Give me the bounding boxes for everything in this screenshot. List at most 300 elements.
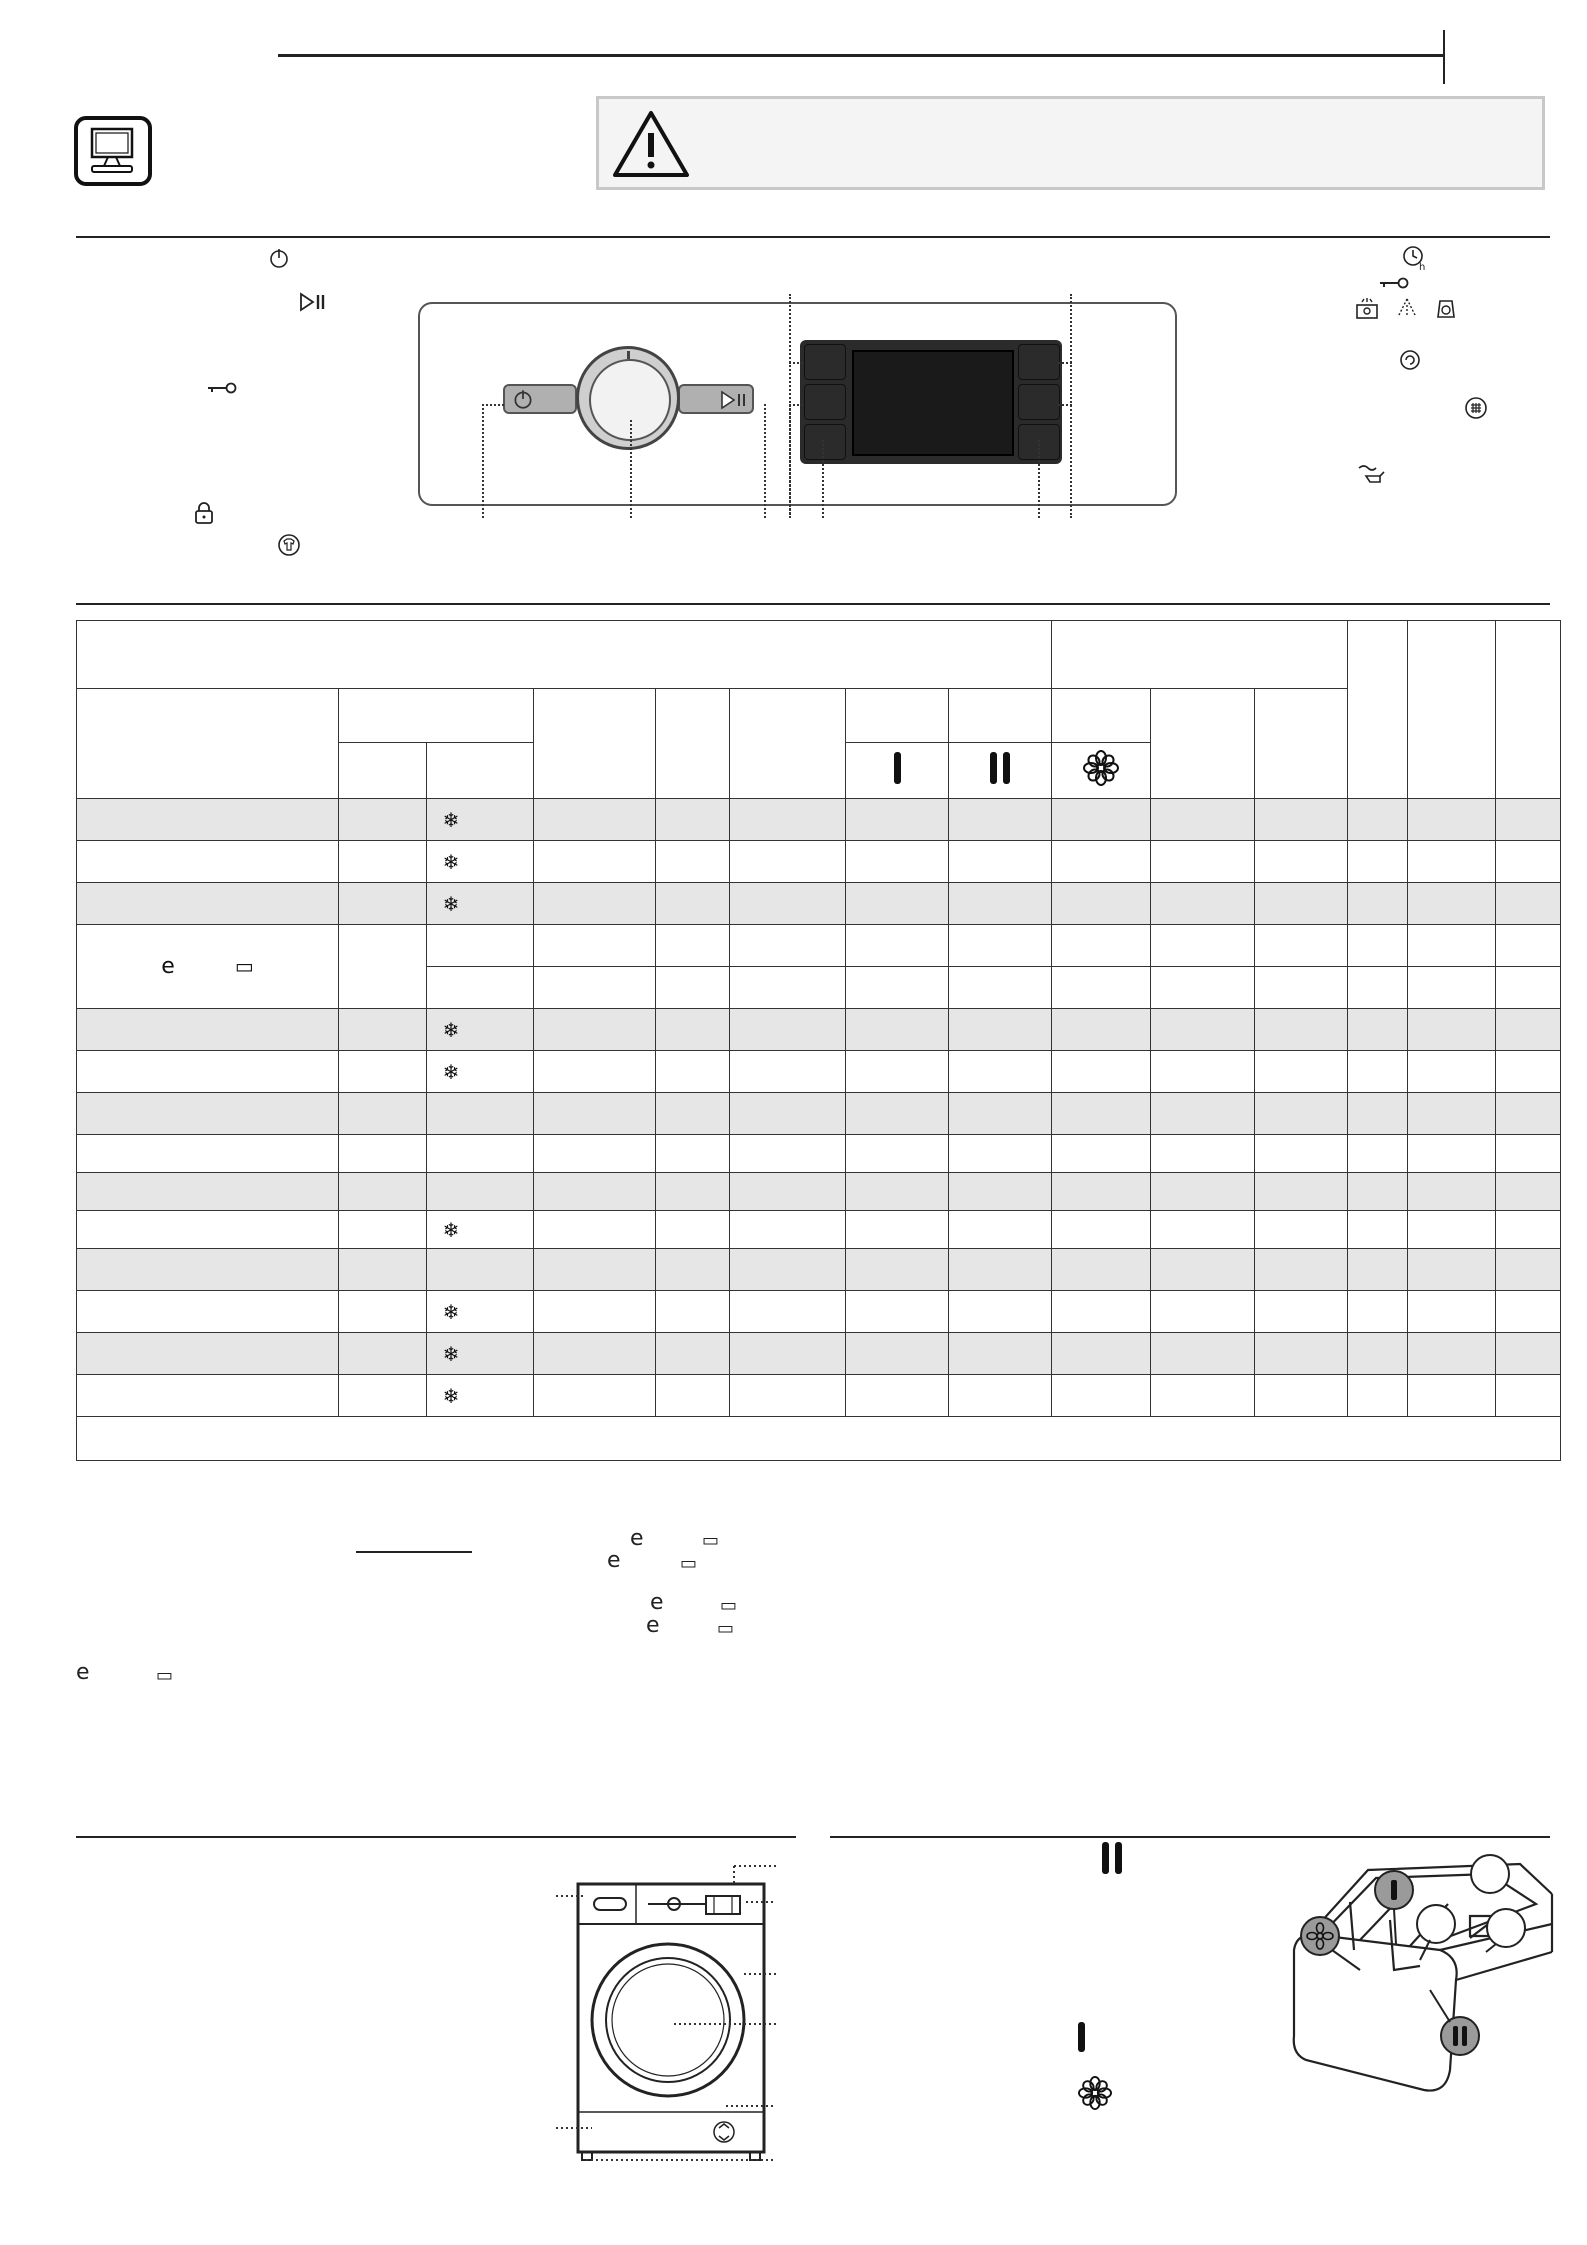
table-cell — [949, 1249, 1052, 1291]
table-cell — [77, 1009, 339, 1051]
header-tick — [1443, 30, 1445, 84]
table-cell — [1151, 1009, 1255, 1051]
table-row — [77, 1051, 1561, 1093]
table-cell — [1052, 1375, 1151, 1417]
table-cell — [77, 1211, 339, 1249]
start-pause-icon — [298, 291, 328, 313]
table-cell — [656, 1135, 730, 1173]
table-cell — [77, 1051, 339, 1093]
table-cell — [846, 1249, 949, 1291]
table-cell — [846, 1093, 949, 1135]
table-cell — [339, 841, 427, 883]
table-cell — [846, 1135, 949, 1173]
compartment-I-icon — [846, 743, 949, 799]
table-cell — [534, 967, 656, 1009]
key-icon-right — [1378, 275, 1410, 291]
table-cell — [1496, 1093, 1561, 1135]
table-cell — [534, 1051, 656, 1093]
table-cell — [1052, 1249, 1151, 1291]
table-cell — [949, 1333, 1052, 1375]
header-cell — [1348, 621, 1408, 799]
table-cell — [846, 883, 949, 925]
table-cell — [846, 925, 949, 967]
lock-icon — [194, 502, 214, 524]
header-cell — [1255, 689, 1348, 799]
table-cell — [427, 1009, 534, 1051]
tag-icon: ▭ — [156, 1665, 174, 1686]
shirt-care-icon — [276, 532, 302, 558]
table-cell — [1151, 967, 1255, 1009]
table-row — [77, 1093, 1561, 1135]
table-cell — [1348, 1211, 1408, 1249]
table-cell — [1408, 841, 1496, 883]
table-cell — [1255, 925, 1348, 967]
table-cell — [427, 883, 534, 925]
warning-box — [596, 96, 1545, 190]
e-symbol: e — [161, 954, 175, 979]
table-cell — [534, 1173, 656, 1211]
warning-triangle-icon — [611, 109, 691, 179]
header-cell — [1151, 689, 1255, 799]
table-cell — [1408, 1375, 1496, 1417]
header-cell — [534, 689, 656, 799]
table-cell — [1348, 1333, 1408, 1375]
leader-line — [789, 404, 791, 518]
table-cell — [1151, 1093, 1255, 1135]
table-cell — [1348, 967, 1408, 1009]
header-cell — [1496, 621, 1561, 799]
table-cell — [846, 1173, 949, 1211]
header-cell — [77, 621, 1052, 689]
table-cell — [846, 1051, 949, 1093]
table-cell — [1151, 1211, 1255, 1249]
table-cell — [1496, 1291, 1561, 1333]
table-row — [77, 841, 1561, 883]
table-cell — [339, 1375, 427, 1417]
table-cell — [1348, 883, 1408, 925]
display-button-left-1[interactable] — [804, 344, 846, 380]
display-panel — [800, 340, 1062, 464]
table-cell — [339, 1211, 427, 1249]
header-cell — [656, 689, 730, 799]
leader-line — [789, 404, 803, 406]
table-cell — [1408, 1249, 1496, 1291]
table-cell — [339, 799, 427, 841]
table-cell — [427, 1375, 534, 1417]
rinse-icon — [1356, 462, 1388, 488]
e-symbol: e — [646, 1613, 660, 1638]
table-cell — [1348, 1249, 1408, 1291]
table-cell — [1408, 1173, 1496, 1211]
table-cell — [77, 1333, 339, 1375]
table-cell — [1151, 1051, 1255, 1093]
header-cell — [1052, 621, 1348, 689]
table-cell — [427, 1093, 534, 1135]
table-cell — [730, 1249, 846, 1291]
flower-icon — [1052, 743, 1151, 799]
program-dial[interactable] — [576, 346, 680, 450]
dryer-icon — [1434, 297, 1458, 321]
table-cell — [1496, 1135, 1561, 1173]
table-row — [77, 883, 1561, 925]
start-pause-button[interactable] — [678, 384, 754, 414]
leader-line — [482, 404, 484, 518]
table-cell — [949, 883, 1052, 925]
table-cell — [534, 1249, 656, 1291]
table-cell — [1348, 1291, 1408, 1333]
table-cell — [846, 967, 949, 1009]
table-cell — [846, 799, 949, 841]
table-cell — [1408, 1211, 1496, 1249]
table-cell — [1496, 1173, 1561, 1211]
table-cell — [427, 1135, 534, 1173]
section-rule-1 — [76, 236, 1550, 238]
leader-line — [630, 420, 632, 518]
table-cell — [1255, 1093, 1348, 1135]
table-cell — [656, 1291, 730, 1333]
table-cell — [534, 1093, 656, 1135]
table-cell — [1255, 841, 1348, 883]
table-cell — [656, 883, 730, 925]
header-cell — [1408, 621, 1496, 799]
table-cell — [1496, 1333, 1561, 1375]
table-cell — [427, 841, 534, 883]
leader-line — [764, 404, 766, 518]
table-cell — [1496, 883, 1561, 925]
table-cell — [1151, 1291, 1255, 1333]
leader-line — [1038, 440, 1040, 518]
table-cell — [1408, 799, 1496, 841]
table-cell — [730, 967, 846, 1009]
table-footer-row — [77, 1417, 1561, 1461]
table-cell — [730, 1135, 846, 1173]
table-cell — [656, 1173, 730, 1211]
tag-icon: ▭ — [680, 1553, 698, 1574]
e-symbol: e — [607, 1548, 621, 1573]
snowflake-icon: ❄ — [442, 1383, 460, 1408]
table-row — [77, 1249, 1561, 1291]
table-cell — [1496, 841, 1561, 883]
table-row — [77, 1375, 1561, 1417]
table-cell — [427, 799, 534, 841]
snowflake-icon: ❄ — [442, 1059, 460, 1084]
table-cell — [1255, 967, 1348, 1009]
table-cell — [427, 1173, 534, 1211]
table-cell — [1052, 1333, 1151, 1375]
display-screen — [852, 350, 1014, 456]
table-cell — [1496, 1249, 1561, 1291]
table-cell — [730, 1093, 846, 1135]
e-symbol: e — [650, 1590, 664, 1615]
table-cell — [846, 1333, 949, 1375]
compartment-I-icon — [1078, 2022, 1085, 2057]
stain-icon — [1354, 297, 1380, 321]
table-row — [77, 1211, 1561, 1249]
table-cell — [534, 841, 656, 883]
table-cell — [1348, 1093, 1408, 1135]
detergent-drawer-diagram — [1290, 1840, 1556, 2100]
table-cell — [730, 1333, 846, 1375]
table-cell — [1052, 1211, 1151, 1249]
table-cell — [656, 925, 730, 967]
table-cell — [427, 1333, 534, 1375]
leader-line — [789, 362, 803, 364]
table-cell — [730, 841, 846, 883]
table-cell — [77, 1291, 339, 1333]
header-cell — [427, 743, 534, 799]
section-rule-4 — [830, 1836, 1550, 1838]
table-cell — [1255, 1051, 1348, 1093]
table-row — [77, 925, 1561, 967]
table-cell — [427, 967, 534, 1009]
table-cell — [949, 1173, 1052, 1211]
table-cell — [1052, 925, 1151, 967]
leader-line — [1058, 404, 1072, 406]
table-cell — [1496, 1375, 1561, 1417]
table-cell — [1408, 967, 1496, 1009]
table-cell — [730, 1211, 846, 1249]
table-cell — [1408, 1009, 1496, 1051]
tag-icon: ▭ — [717, 1618, 735, 1639]
table-cell — [339, 1291, 427, 1333]
table-cell — [1348, 1375, 1408, 1417]
table-cell — [949, 1009, 1052, 1051]
table-cell — [534, 883, 656, 925]
table-row — [77, 1135, 1561, 1173]
table-cell — [656, 967, 730, 1009]
table-cell — [949, 1051, 1052, 1093]
table-cell — [1496, 967, 1561, 1009]
header-cell — [730, 689, 846, 799]
table-cell — [1348, 1173, 1408, 1211]
table-cell — [77, 1093, 339, 1135]
table-cell — [730, 1009, 846, 1051]
table-cell — [730, 883, 846, 925]
table-cell — [339, 1173, 427, 1211]
table-cell — [656, 1333, 730, 1375]
snowflake-icon: ❄ — [442, 807, 460, 832]
table-cell — [339, 1135, 427, 1173]
table-cell — [339, 1093, 427, 1135]
table-cell — [730, 1375, 846, 1417]
table-cell — [534, 925, 656, 967]
grid-icon — [1464, 396, 1488, 420]
table-cell — [534, 1291, 656, 1333]
table-cell — [1348, 799, 1408, 841]
table-cell — [1151, 1249, 1255, 1291]
table-cell — [1052, 1135, 1151, 1173]
table-cell — [77, 1135, 339, 1173]
tag-icon: ▭ — [702, 1530, 720, 1551]
table-cell — [1255, 1173, 1348, 1211]
table-cell — [427, 1211, 534, 1249]
compartment-II-icon — [1098, 1842, 1126, 1877]
table-cell — [656, 1211, 730, 1249]
header-rule — [278, 54, 1444, 57]
table-cell — [1255, 1375, 1348, 1417]
table-cell — [1052, 1291, 1151, 1333]
table-cell — [730, 1173, 846, 1211]
header-cell — [339, 689, 534, 743]
table-cell — [656, 799, 730, 841]
table-cell — [339, 1051, 427, 1093]
snowflake-icon: ❄ — [442, 849, 460, 874]
table-cell — [730, 1051, 846, 1093]
table-cell — [339, 1333, 427, 1375]
table-cell — [949, 1135, 1052, 1173]
table-cell — [1255, 883, 1348, 925]
table-cell — [1408, 1093, 1496, 1135]
table-cell — [1151, 799, 1255, 841]
table-cell — [77, 799, 339, 841]
table-cell — [1496, 799, 1561, 841]
table-cell — [534, 799, 656, 841]
snowflake-icon: ❄ — [442, 1217, 460, 1242]
table-cell — [846, 1291, 949, 1333]
table-row — [77, 1173, 1561, 1211]
steam-icon — [1394, 297, 1420, 321]
table-cell — [427, 925, 534, 967]
table-cell — [1255, 1333, 1348, 1375]
table-cell — [1255, 1211, 1348, 1249]
table-cell — [1496, 925, 1561, 967]
leader-line — [822, 440, 824, 518]
table-cell — [846, 1009, 949, 1051]
table-cell — [1496, 1051, 1561, 1093]
display-button-right-2[interactable] — [1018, 384, 1060, 420]
table-cell — [1151, 841, 1255, 883]
e-symbol: e — [76, 1660, 90, 1685]
table-cell — [1052, 799, 1151, 841]
table-cell — [1052, 1173, 1151, 1211]
table-cell — [1052, 1009, 1151, 1051]
display-button-left-2[interactable] — [804, 384, 846, 420]
monitor-icon — [74, 116, 152, 186]
table-cell — [1151, 883, 1255, 925]
table-cell — [534, 1211, 656, 1249]
eco-label-cell — [77, 925, 339, 1009]
washing-machine-diagram — [556, 1860, 776, 2180]
table-cell — [846, 841, 949, 883]
table-row — [77, 1009, 1561, 1051]
table-cell — [77, 1249, 339, 1291]
table-cell — [534, 1375, 656, 1417]
table-cell — [656, 1009, 730, 1051]
table-cell — [1408, 1051, 1496, 1093]
table-cell — [77, 1375, 339, 1417]
table-row — [77, 799, 1561, 841]
table-cell — [1255, 1135, 1348, 1173]
table-cell — [427, 1291, 534, 1333]
table-cell — [1348, 1051, 1408, 1093]
display-button-right-1[interactable] — [1018, 344, 1060, 380]
table-cell — [1348, 1135, 1408, 1173]
table-cell — [1255, 1249, 1348, 1291]
delay-timer-icon — [1402, 245, 1428, 271]
table-cell — [339, 1249, 427, 1291]
table-cell — [339, 925, 427, 1009]
table-cell — [1052, 841, 1151, 883]
leader-line — [1058, 362, 1072, 364]
table-footer-cell — [77, 1417, 1561, 1461]
table-cell — [1255, 799, 1348, 841]
table-cell — [77, 1173, 339, 1211]
table-cell — [730, 925, 846, 967]
section-rule-3 — [76, 1836, 796, 1838]
power-icon — [268, 247, 290, 269]
header-cell — [846, 689, 949, 743]
table-cell — [846, 1211, 949, 1249]
table-cell — [1255, 1009, 1348, 1051]
table-cell — [1408, 1291, 1496, 1333]
table-cell — [77, 883, 339, 925]
table-cell — [1151, 925, 1255, 967]
table-cell — [339, 1009, 427, 1051]
header-cell — [339, 743, 427, 799]
svg-text:h: h — [1419, 262, 1426, 271]
table-cell — [1052, 1051, 1151, 1093]
display-button-left-3[interactable] — [804, 424, 846, 460]
leader-line — [482, 404, 504, 406]
table-header-row — [77, 689, 1561, 743]
table-cell — [656, 1093, 730, 1135]
tag-icon: ▭ — [234, 954, 254, 978]
table-cell — [1052, 1093, 1151, 1135]
table-header-row — [77, 621, 1561, 689]
table-cell — [534, 1333, 656, 1375]
table-cell — [846, 1375, 949, 1417]
table-cell — [1151, 1135, 1255, 1173]
snowflake-icon: ❄ — [442, 1341, 460, 1366]
table-cell — [656, 841, 730, 883]
table-cell — [427, 1051, 534, 1093]
table-cell — [949, 841, 1052, 883]
power-button[interactable] — [503, 384, 577, 414]
section-rule-2 — [76, 603, 1550, 605]
programme-table — [76, 620, 1561, 1461]
table-cell — [949, 1211, 1052, 1249]
header-cell — [77, 689, 339, 799]
header-cell — [949, 689, 1052, 743]
snowflake-icon: ❄ — [442, 891, 460, 916]
table-cell — [1408, 1135, 1496, 1173]
table-cell — [1348, 925, 1408, 967]
table-cell — [1255, 1291, 1348, 1333]
table-cell — [534, 1009, 656, 1051]
table-cell — [1151, 1375, 1255, 1417]
table-cell — [1408, 925, 1496, 967]
table-cell — [427, 1249, 534, 1291]
table-cell — [656, 1249, 730, 1291]
table-row — [77, 1291, 1561, 1333]
table-cell — [534, 1135, 656, 1173]
table-cell — [1408, 1333, 1496, 1375]
e-symbol: e — [630, 1526, 644, 1551]
table-cell — [1348, 841, 1408, 883]
snowflake-icon: ❄ — [442, 1017, 460, 1042]
table-cell — [949, 1375, 1052, 1417]
table-row — [77, 1333, 1561, 1375]
spin-icon — [1398, 348, 1422, 372]
key-icon — [206, 380, 238, 396]
underline-link — [356, 1551, 472, 1553]
tag-icon: ▭ — [720, 1595, 738, 1616]
leader-line — [1070, 294, 1072, 518]
table-cell — [949, 1291, 1052, 1333]
table-cell — [949, 799, 1052, 841]
table-cell — [339, 883, 427, 925]
table-cell — [77, 841, 339, 883]
